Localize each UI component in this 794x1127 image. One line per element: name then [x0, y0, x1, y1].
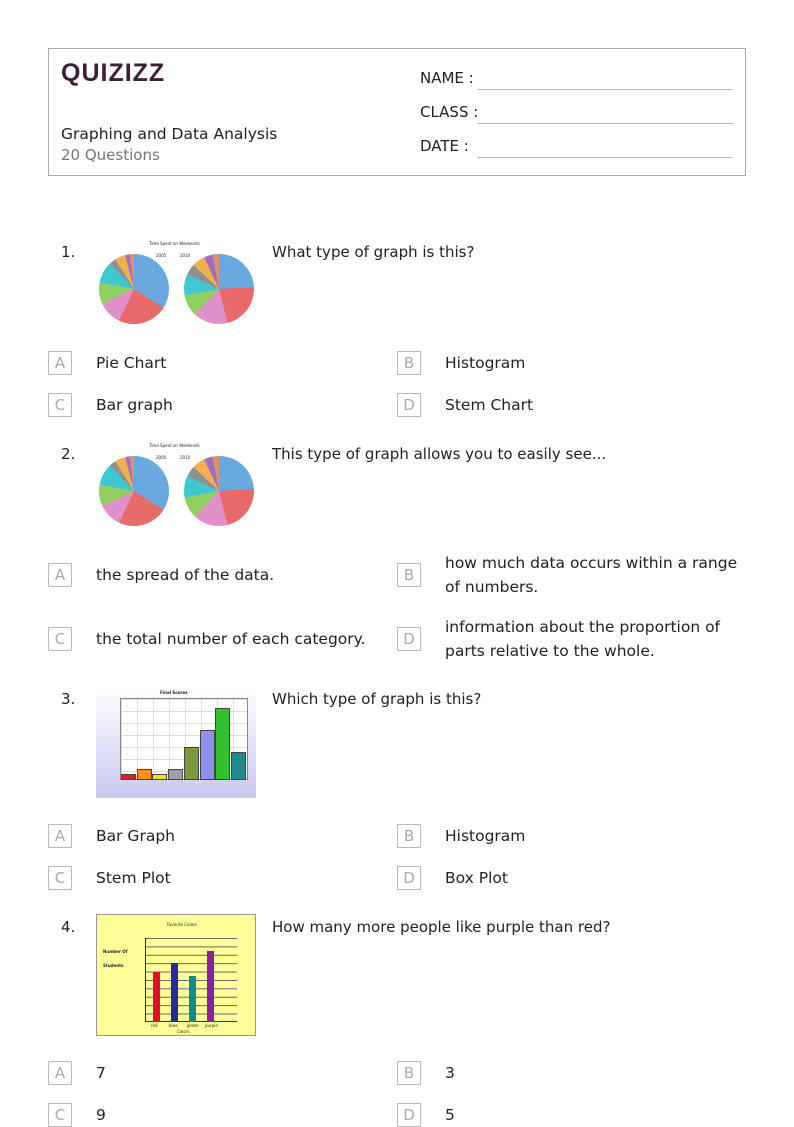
- histogram-bar: [200, 730, 215, 780]
- question-number: 4.: [61, 918, 76, 936]
- name-label: NAME :: [420, 69, 474, 87]
- option-b-box[interactable]: B: [397, 351, 421, 375]
- date-field[interactable]: [477, 157, 733, 158]
- class-field[interactable]: [477, 123, 733, 124]
- chart-title: Final Scores: [160, 690, 188, 695]
- chart-title: Time Spent on Weekends: [149, 241, 200, 246]
- date-label: DATE :: [420, 137, 469, 155]
- histogram-bar: [121, 774, 136, 780]
- option-d-label[interactable]: information about the proportion of parts relative to the whole.: [445, 618, 721, 660]
- category-label: green: [187, 1023, 199, 1028]
- histogram-bar: [152, 774, 167, 780]
- bar: [171, 963, 178, 1022]
- option-a-box[interactable]: A: [48, 563, 72, 587]
- option-d-box[interactable]: D: [397, 627, 421, 651]
- option-d-label[interactable]: Stem Chart: [445, 396, 534, 414]
- option-b-label[interactable]: 3: [445, 1064, 455, 1082]
- option-d-box[interactable]: D: [397, 866, 421, 890]
- bar: [207, 951, 214, 1022]
- option-b-label[interactable]: Histogram: [445, 827, 526, 845]
- option-b-box[interactable]: B: [397, 824, 421, 848]
- option-d-label[interactable]: 5: [445, 1106, 455, 1124]
- histogram-bar: [137, 769, 152, 780]
- question-text: What type of graph is this?: [272, 243, 475, 261]
- bar: [153, 972, 160, 1022]
- option-d-box[interactable]: D: [397, 393, 421, 417]
- histogram-image: [96, 688, 256, 798]
- pie-2005: [99, 456, 169, 526]
- category-label: blue: [169, 1023, 178, 1028]
- histogram-bar: [215, 708, 230, 780]
- bar-chart-image: [96, 914, 256, 1036]
- option-b-label[interactable]: how much data occurs within a range of numbers.: [445, 554, 738, 596]
- quizizz-logo: QUIZIZZ: [61, 59, 166, 87]
- option-c-label[interactable]: Stem Plot: [96, 869, 171, 887]
- worksheet-title: Graphing and Data Analysis: [61, 125, 278, 143]
- question-number: 3.: [61, 690, 76, 708]
- option-b-box[interactable]: B: [397, 563, 421, 587]
- option-a-box[interactable]: A: [48, 351, 72, 375]
- question-number: 1.: [61, 243, 76, 261]
- class-label: CLASS :: [420, 103, 479, 121]
- chart-title: Favorite Colors: [167, 922, 197, 927]
- question-number: 2.: [61, 445, 76, 463]
- category-label: purple: [205, 1023, 218, 1028]
- pie-2005: [99, 254, 169, 324]
- question-text: Which type of graph is this?: [272, 690, 482, 708]
- year-label: 2005: [156, 253, 167, 258]
- option-c-label[interactable]: Bar graph: [96, 396, 173, 414]
- question-count: 20 Questions: [61, 146, 160, 164]
- option-d-label[interactable]: Box Plot: [445, 869, 508, 887]
- option-b-label[interactable]: Histogram: [445, 354, 526, 372]
- pie-2010: [184, 254, 254, 324]
- histogram-bar: [231, 752, 246, 780]
- year-label: 2005: [156, 455, 167, 460]
- pie-chart-image: [96, 240, 256, 328]
- pie-chart-image: [96, 442, 256, 530]
- option-a-box[interactable]: A: [48, 824, 72, 848]
- option-a-box[interactable]: A: [48, 1061, 72, 1085]
- option-d-box[interactable]: D: [397, 1103, 421, 1127]
- option-a-label[interactable]: 7: [96, 1064, 106, 1082]
- histogram-bar: [184, 747, 199, 780]
- option-c-box[interactable]: C: [48, 866, 72, 890]
- category-label: red: [151, 1023, 158, 1028]
- x-axis-label: Colors: [177, 1029, 190, 1034]
- option-c-box[interactable]: C: [48, 627, 72, 651]
- histogram-bar: [168, 769, 183, 780]
- pie-2010: [184, 456, 254, 526]
- option-a-label[interactable]: the spread of the data.: [96, 566, 275, 584]
- year-label: 2010: [180, 455, 191, 460]
- option-c-box[interactable]: C: [48, 393, 72, 417]
- name-field[interactable]: [477, 89, 733, 90]
- bar: [189, 976, 196, 1022]
- option-c-box[interactable]: C: [48, 1103, 72, 1127]
- option-a-label[interactable]: Bar Graph: [96, 827, 175, 845]
- year-label: 2010: [180, 253, 191, 258]
- y-axis-label: Number Of Students: [103, 949, 128, 968]
- option-a-label[interactable]: Pie Chart: [96, 354, 167, 372]
- question-text: How many more people like purple than red?: [272, 918, 611, 936]
- worksheet-header: [48, 48, 746, 176]
- option-b-box[interactable]: B: [397, 1061, 421, 1085]
- option-c-label[interactable]: 9: [96, 1106, 106, 1124]
- question-text: This type of graph allows you to easily see...: [272, 445, 607, 463]
- option-c-label[interactable]: the total number of each category.: [96, 630, 366, 648]
- chart-title: Time Spent on Weekends: [149, 443, 200, 448]
